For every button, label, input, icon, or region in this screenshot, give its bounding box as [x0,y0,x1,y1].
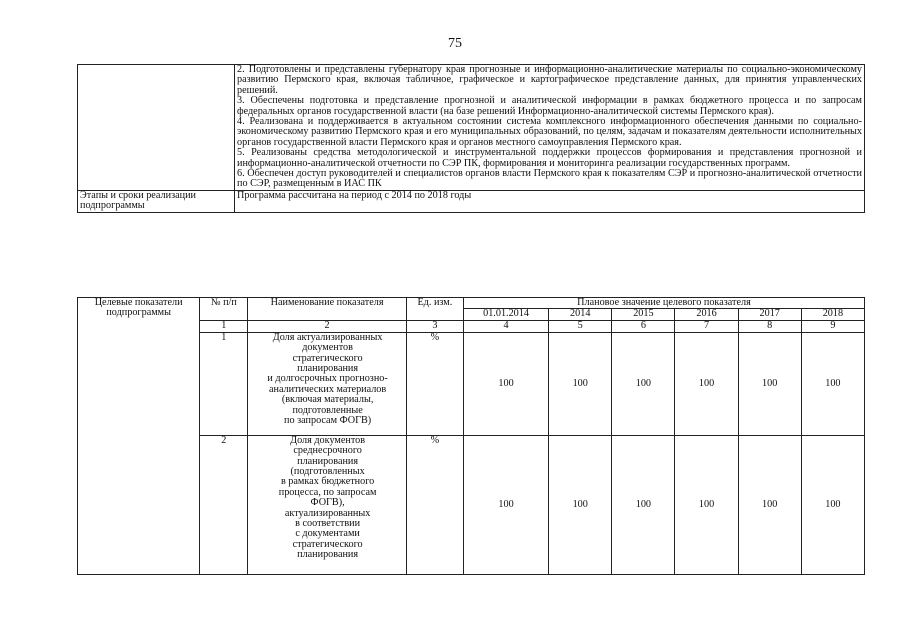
col-number: 9 [801,320,864,332]
target-indicators-label: Целевые показатели подпрограммы [78,298,200,575]
value-cell: 100 [801,435,864,574]
value-cell: 100 [675,332,738,435]
result-item: 4. Реализована и поддерживается в актуальном состоянии система комплексного информационного обеспечения данными по социально-экономическому развитию Пермского края и его муниципальных образований, по целям, задачам и показателям деятельности исполнительных органов государственной власти Пермского края и органов местного самоуправления Пермского края. [237,116,862,148]
row-num: 1 [200,332,248,435]
stage-value: Программа рассчитана на период с 2014 по 2018 годы [235,190,865,212]
col-number: 7 [675,320,738,332]
header-unit: Ед. изм. [406,298,463,321]
header-num: № п/п [200,298,248,321]
result-item: 3. Обеспечены подготовка и представление прогнозной и аналитической информации в рамках бюджетного процесса и по запросам федеральных органов государственной власти (на базе решений Информационно-аналитической системы Пермского края). [237,95,862,117]
col-number: 5 [549,320,612,332]
col-number: 3 [406,320,463,332]
value-cell: 100 [675,435,738,574]
col-number: 6 [612,320,675,332]
header-year: 2014 [549,309,612,320]
indicator-name: Доля актуализированных документов стратегического планирования и долгосрочных прогнозно- аналитических материалов (включая материалы, подготовленные по запросам ФОГВ) [248,332,406,435]
expected-results-cell [235,65,865,191]
value-cell: 100 [549,332,612,435]
row-num: 2 [200,435,248,574]
col-number: 4 [463,320,548,332]
value-cell: 100 [612,435,675,574]
value-cell: 100 [801,332,864,435]
value-cell: 100 [738,332,801,435]
header-year: 01.01.2014 [463,309,548,320]
header-name: Наименование показателя [248,298,406,321]
indicator-name: Доля документов среднесрочного планирования (подготовленных в рамках бюджетного процесса, по запросам ФОГВ), актуализированных в соответствии с документами стратегического планирования [248,435,406,574]
row-unit: % [406,332,463,435]
col-number: 2 [248,320,406,332]
header-planned: Плановое значение целевого показателя [463,298,864,309]
col-number: 1 [200,320,248,332]
value-cell: 100 [463,332,548,435]
row-unit: % [406,435,463,574]
header-year: 2016 [675,309,738,320]
results-table [77,64,865,213]
value-cell: 100 [463,435,548,574]
value-cell: 100 [738,435,801,574]
header-year: 2015 [612,309,675,320]
header-year: 2018 [801,309,864,320]
result-item: 5. Реализованы средства методологической и инструментальной поддержки процессов формирования и представления прогнозной и информационно-аналитической отчетности по СЭР ПК, формирования и мониторинга реализации государственных программ. [237,147,862,169]
result-item: 6. Обеспечен доступ руководителей и специалистов органов власти Пермского края к показателям СЭР и прогнозно-аналитической отчетности по СЭР, размещенным в ИАС ПК [237,168,862,190]
indicators-table [77,297,865,575]
page-number: 75 [448,36,462,51]
header-year: 2017 [738,309,801,320]
result-item: 2. Подготовлены и представлены губернатору края прогнозные и информационно-аналитические материалы по социально-экономическому развитию Пермского края, включая табличное, графическое и картографическое представление данных, для принятия управленческих решений. [237,64,862,96]
col-number: 8 [738,320,801,332]
value-cell: 100 [549,435,612,574]
value-cell: 100 [612,332,675,435]
results-label-cell [78,65,235,191]
stage-label: Этапы и сроки реализации подпрограммы [78,190,235,212]
